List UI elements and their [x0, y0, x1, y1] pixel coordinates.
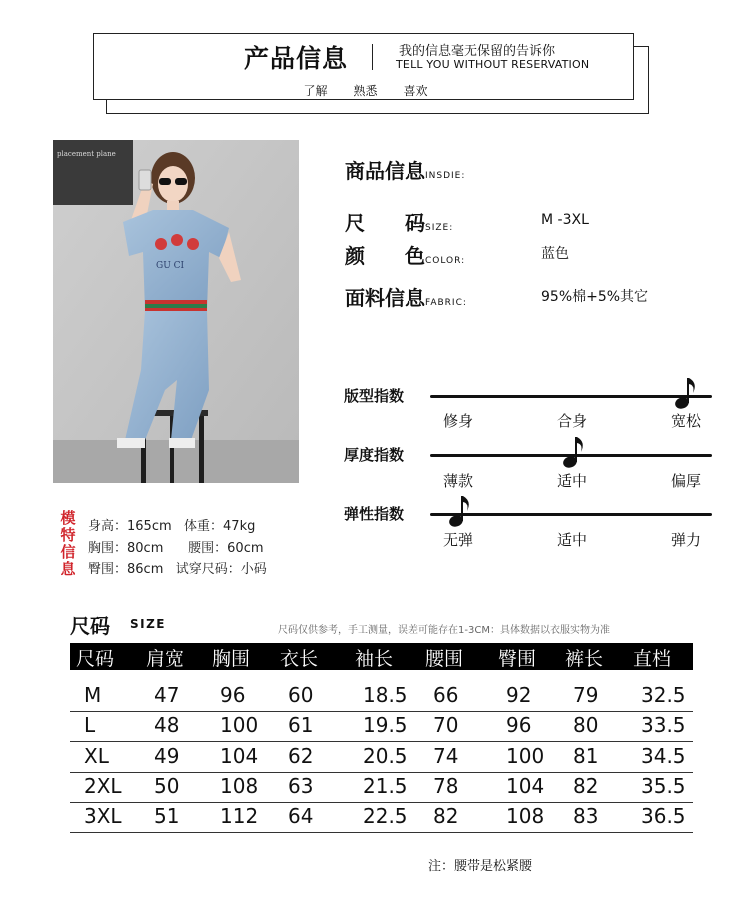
table-row [70, 774, 693, 804]
scale-option-1-0: 薄款 [443, 472, 474, 490]
table-row [70, 683, 693, 713]
table-cell: 47 [154, 683, 180, 707]
table-cell: 108 [506, 804, 545, 828]
scale-option-0-0: 修身 [443, 412, 474, 430]
table-cell: 112 [220, 804, 259, 828]
music-note-marker-icon [674, 375, 700, 411]
header-frame [93, 33, 634, 100]
tag-understand: 了解 [303, 84, 328, 98]
footer-note: 注：腰带是松紧腰 [428, 859, 533, 874]
color-label: 颜 色COLOR: [345, 244, 466, 268]
table-cell: 104 [220, 744, 259, 768]
scale-label-2: 弹性指数 [344, 505, 405, 523]
size-table-title: 尺码 [70, 614, 110, 638]
title-divider [372, 44, 373, 70]
scale-option-2-0: 无弹 [443, 531, 474, 549]
model-line-1 [88, 515, 255, 534]
table-cell: 82 [433, 804, 459, 828]
table-header-cell: 胸围 [212, 648, 251, 670]
model-height: 身高：165cm [88, 519, 172, 534]
scale-label-0: 版型指数 [344, 387, 405, 405]
tagline-en: TELL YOU WITHOUT RESERVATION [396, 58, 590, 71]
size-value: M -3XL [541, 212, 589, 228]
tag-like: 喜欢 [403, 84, 428, 98]
tagline-cn: 我的信息毫无保留的告诉你 [399, 44, 556, 59]
scale-label-1: 厚度指数 [344, 446, 405, 464]
table-cell: 2XL [84, 774, 122, 798]
model-waist: 腰围：60cm [188, 541, 264, 556]
table-cell: 19.5 [363, 713, 408, 737]
model-bust: 胸围：80cm [88, 541, 164, 556]
product-photo [53, 140, 299, 483]
table-cell: M [84, 683, 102, 707]
table-cell: 81 [573, 744, 599, 768]
scale-option-0-2: 宽松 [671, 412, 702, 430]
table-cell: 92 [506, 683, 532, 707]
table-header-cell: 裤长 [565, 648, 604, 670]
table-cell: 80 [573, 713, 599, 737]
fabric-label: 面料信息FABRIC: [345, 286, 467, 310]
music-note-marker-icon [448, 493, 474, 529]
table-header-cell: 肩宽 [146, 648, 185, 670]
table-cell: 63 [288, 774, 314, 798]
scale-option-1-1: 适中 [557, 472, 588, 490]
table-header-cell: 腰围 [425, 648, 464, 670]
model-line-2 [88, 537, 264, 556]
table-cell: 18.5 [363, 683, 408, 707]
table-cell: 96 [506, 713, 532, 737]
table-cell: 66 [433, 683, 459, 707]
table-cell: 33.5 [641, 713, 686, 737]
table-cell: 61 [288, 713, 314, 737]
table-cell: XL [84, 744, 109, 768]
scale-line-0 [430, 395, 712, 398]
model-weight: 体重：47kg [184, 519, 256, 534]
table-cell: 78 [433, 774, 459, 798]
table-header-cell: 臀围 [498, 648, 537, 670]
scale-option-2-1: 适中 [557, 531, 588, 549]
svg-text:GU CI: GU CI [156, 261, 185, 271]
table-row-divider [70, 832, 693, 833]
size-table-header [70, 643, 693, 670]
table-cell: 79 [573, 683, 599, 707]
table-header-cell: 尺码 [76, 648, 115, 670]
page-title: 产品信息 [244, 44, 349, 73]
header-tags [94, 82, 633, 99]
size-table-note: 尺码仅供参考，手工测量，误差可能存在1-3CM：具体数据以衣服实物为准 [278, 625, 610, 636]
table-cell: 104 [506, 774, 545, 798]
scale-option-2-2: 弹力 [671, 531, 702, 549]
table-cell: 62 [288, 744, 314, 768]
model-trial-size: 试穿尺码：小码 [175, 562, 267, 577]
wall-sign-text: placement plane [57, 150, 116, 158]
table-cell: 96 [220, 683, 246, 707]
table-row-divider [70, 741, 693, 742]
table-row [70, 713, 693, 743]
table-cell: 50 [154, 774, 180, 798]
table-cell: 64 [288, 804, 314, 828]
table-cell: 60 [288, 683, 314, 707]
model-hip: 臀围：86cm [88, 562, 164, 577]
table-cell: 49 [154, 744, 180, 768]
table-cell: L [84, 713, 96, 737]
fabric-value: 95%棉+5%其它 [541, 289, 649, 305]
table-cell: 35.5 [641, 774, 686, 798]
scale-option-0-1: 合身 [557, 412, 588, 430]
table-row [70, 804, 693, 834]
product-info-heading: 商品信息INSDIE: [345, 159, 466, 183]
table-cell: 82 [573, 774, 599, 798]
table-cell: 22.5 [363, 804, 408, 828]
table-cell: 21.5 [363, 774, 408, 798]
table-cell: 48 [154, 713, 180, 737]
model-line-3 [88, 558, 267, 577]
table-row-divider [70, 711, 693, 712]
tag-familiar: 熟悉 [353, 84, 378, 98]
table-cell: 34.5 [641, 744, 686, 768]
table-cell: 108 [220, 774, 259, 798]
table-cell: 100 [506, 744, 545, 768]
table-header-cell: 衣长 [280, 648, 319, 670]
table-row-divider [70, 772, 693, 773]
table-cell: 32.5 [641, 683, 686, 707]
table-row-divider [70, 802, 693, 803]
table-cell: 83 [573, 804, 599, 828]
music-note-marker-icon [562, 434, 588, 470]
size-table-title-en: SIZE [130, 617, 167, 631]
table-row [70, 744, 693, 774]
scale-option-1-2: 偏厚 [671, 472, 702, 490]
table-cell: 3XL [84, 804, 122, 828]
table-cell: 74 [433, 744, 459, 768]
table-cell: 70 [433, 713, 459, 737]
table-cell: 20.5 [363, 744, 408, 768]
table-cell: 51 [154, 804, 180, 828]
table-cell: 36.5 [641, 804, 686, 828]
table-header-cell: 袖长 [355, 648, 394, 670]
table-header-cell: 直档 [633, 648, 672, 670]
table-cell: 100 [220, 713, 259, 737]
color-value: 蓝色 [541, 246, 569, 262]
size-label: 尺 码SIZE: [345, 211, 454, 235]
model-info-label: 模特信息 [60, 509, 76, 578]
